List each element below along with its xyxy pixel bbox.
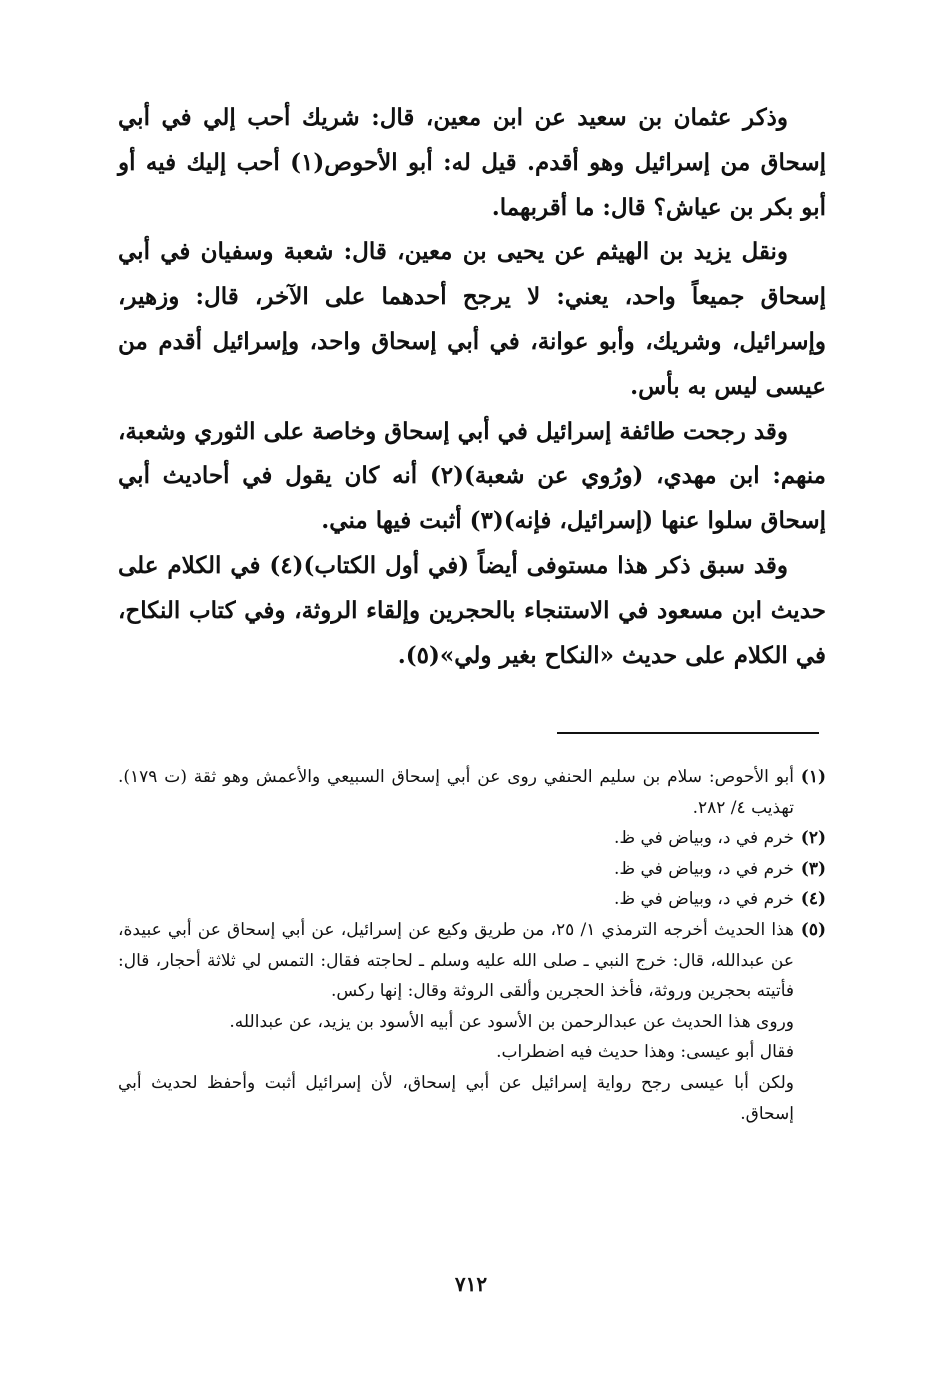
footnote-continuation: ولكن أبا عيسى رجح رواية إسرائيل عن أبي إسحاق، لأن إسرائيل أثبت وأحفظ لحديث أبي إسحاق. bbox=[118, 1072, 794, 1124]
footnote-divider bbox=[557, 732, 819, 734]
footnote-4 bbox=[118, 884, 826, 915]
footnote-continuation: وروى هذا الحديث عن عبدالرحمن بن الأسود عن أبيه الأسود بن يزيد، عن عبدالله. bbox=[229, 1011, 794, 1032]
main-paragraph: ونقل يزيد بن الهيثم عن يحيى بن معين، قال: شعبة وسفيان في أبي إسحاق جميعاً واحد، يعني: لا يرجح أحدهما على الآخر، قال: وزهير، وإسرائيل، وشريك، وأبو عوانة، في أبي إسحاق واحد، وإسرائيل أقدم من عيسى ليس به بأس. bbox=[118, 238, 826, 400]
footnote-text: خرم في د، وبياض في ظ. bbox=[613, 828, 794, 849]
footnote-number: (٤) bbox=[800, 889, 826, 910]
footnotes-section bbox=[118, 762, 826, 1129]
footnote-number: (٣) bbox=[800, 858, 826, 879]
footnote-text: خرم في د، وبياض في ظ. bbox=[613, 858, 794, 879]
main-paragraph: وذكر عثمان بن سعيد عن ابن معين، قال: شريك أحب إلي في أبي إسحاق من إسرائيل وهو أقدم. قيل له: أبو الأحوص(١) أحب إليك فيه أو أبو بكر بن عياش؟ قال: ما أقربهما. bbox=[118, 104, 826, 221]
footnote-continuation: فقال أبو عيسى: وهذا حديث فيه اضطراب. bbox=[496, 1042, 794, 1063]
main-text-body bbox=[118, 96, 826, 678]
main-paragraph: وقد سبق ذكر هذا مستوفى أيضاً (في أول الكتاب)(٤) في الكلام على حديث ابن مسعود في الاستنجاء بالحجرين وإلقاء الروثة، وفي كتاب النكاح، في الكلام على حديث «النكاح بغير ولي»(٥). bbox=[118, 551, 826, 669]
footnote-text: خرم في د، وبياض في ظ. bbox=[613, 889, 794, 910]
footnote-number: (٥) bbox=[800, 919, 826, 940]
footnote-5 bbox=[118, 915, 826, 1007]
footnote-text: أبو الأحوص: سلام بن سليم الحنفي روى عن أبي إسحاق السبيعي والأعمش وهو ثقة (ت ١٧٩). تهذيب ٤/ ٢٨٢. bbox=[118, 767, 794, 818]
footnote-text: هذا الحديث أخرجه الترمذي ١/ ٢٥، من طريق وكيع عن إسرائيل، عن أبي إسحاق عن أبي عبيدة، عن عبدالله، قال: خرج النبي ـ صلى الله عليه وسلم ـ لحاجته فقال: التمس لي ثلاثة أحجار، قال: فأتيته بحجرين وروثة، فأخذ الحجرين وألقى الروثة وقال: إنها ركس. bbox=[118, 919, 795, 1002]
footnote-1 bbox=[118, 762, 826, 823]
footnote-2 bbox=[118, 823, 826, 854]
footnote-number: (١) bbox=[800, 767, 826, 787]
footnote-3 bbox=[118, 854, 826, 885]
footnote-number: (٢) bbox=[800, 828, 826, 849]
main-paragraph: وقد رجحت طائفة إسرائيل في أبي إسحاق وخاصة على الثوري وشعبة، منهم: ابن مهدي، (ورُوي عن شعبة)(٢) أنه كان يقول في أحاديث أبي إسحاق سلوا عنها (إسرائيل، فإنه)(٣) أثبت فيها مني. bbox=[118, 417, 826, 535]
page-number: ٧١٢ bbox=[454, 1272, 488, 1296]
